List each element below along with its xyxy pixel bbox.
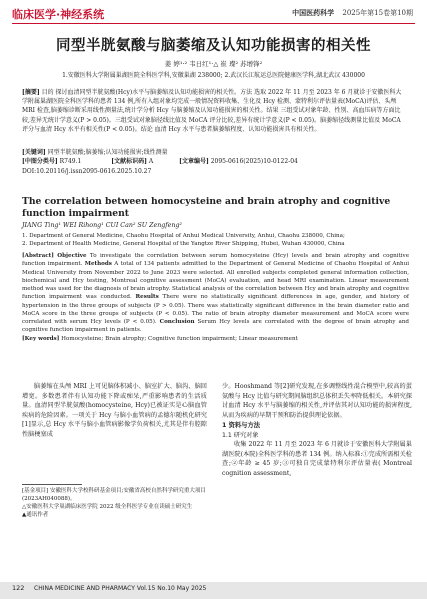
affiliations-en xyxy=(22,232,409,248)
abstract-cn-text: 目的 探讨血清同型半胱氨酸(Hcy)水平与脑萎缩及认知功能损害的相关性。方法 选取 2022 年 11 月至 2023 年 6 月就诊于安徽医科大学附属巢湖医院全科医学科的患者 134 例,所有入组对象均完成一般情况资料收集、生化及 Hcy 检测、蒙特利尔评估量表(MoCA)评估、头颅 MRI 检查,脑萎缩诊断采用线性测量法,统计学分析 Hcy 与脑萎缩及认知功能损害的相关性。结果 三组受试对象年龄、性别、高血压病等方面比较,差异无统计学意义(P > 0.05)。三组受试对象脑径线比值及 MoCA 评分比较,差异有统计学意义(P < 0.05)。脑萎缩径线测量比值及 MoCA 评分与血清 Hcy 水平有相关性(P < 0.05)。结论 血清 Hcy 水平与患者脑萎缩程度、认知功能损害具有相关性。 xyxy=(22,89,402,133)
objective-text: To investigate the correlation between serum homocysteine (Hcy) levels and brain atrophy and cognitive function impairment. xyxy=(22,253,410,268)
section-heading: 1 资料与方法 xyxy=(222,422,261,429)
authors-en: JIANG Ting¹ WEI Rihong¹ CUI Can² SU Zengfeng² xyxy=(22,222,182,229)
methods-label: Methods xyxy=(84,261,112,268)
keywords-cn xyxy=(22,148,298,157)
body-paragraph: 少。Hooshmand 等[2]研究发现,在多调整线性混合模型中,较高的蛋氨酸与 Hcy 比值与研究期间脑组织总体积丢失率降低相关。本研究探讨血清 Hcy 水平与脑萎缩的相关性,并评估其对认知功能的损害程度,从而为疾病的早期干预和防治提供理论依据。 xyxy=(222,383,412,419)
keywords-en-text: Homocysteine; Brain atrophy; Cognitive function impairment; Linear measurement xyxy=(61,335,298,342)
authors-cn: 姜 婷¹·² 韦日红¹·△ 崔 璨² 苏增锋² xyxy=(164,60,263,68)
article-no-value: 2095-0616(2025)10-0122-04 xyxy=(210,158,298,166)
subsection-heading: 1.1 研究对象 xyxy=(222,431,259,439)
footnote-funding: [基金项目] 安徽医科大学校科研基金项目;安徽省高校自然科学研究重大项目(2023AH040088)。 xyxy=(22,488,206,502)
article-title-en: The correlation between homocysteine and brain atrophy and cognitive function impairment xyxy=(22,196,391,219)
journal-name: 中国医药科学 xyxy=(292,8,335,17)
article-title-cn: 同型半胱氨酸与脑萎缩及认知功能损害的相关性 xyxy=(56,37,371,54)
body-column-right xyxy=(222,382,412,478)
abstract-cn xyxy=(22,88,407,134)
footnote-divider xyxy=(22,484,82,485)
doi-row xyxy=(22,167,298,176)
keywords-cn-label: [关键词] xyxy=(22,149,46,156)
body-paragraph: 收集 2022 年 11 月至 2023 年 6 月就诊于安徽医科大学附属巢湖医院(本院)全科医学科的患者 134 例。纳入标准:①完成所需相关检查;②年龄 ≥ 45 岁;③可独自完成蒙特利尔评估量表( Montreal cognition assessment, xyxy=(222,441,412,477)
doi-label: DOI: xyxy=(22,167,37,175)
objective-label: Objective xyxy=(57,253,87,259)
conclusion-text: Serum Hcy levels are correlated with the degree of brain atrophy and cognitive function impairment in patients. xyxy=(22,319,410,334)
journal-header xyxy=(0,0,427,26)
classification-row xyxy=(22,157,298,166)
doc-code-label: [文献标识码] xyxy=(111,158,147,166)
doi-value[interactable]: 10.20116/j.issn2095-0616.2025.10.27 xyxy=(36,167,152,175)
abstract-en-label: [Abstract] xyxy=(22,253,54,259)
abstract-en xyxy=(22,252,409,343)
page-number: 122 xyxy=(12,584,25,592)
conclusion-label: Conclusion xyxy=(159,319,195,325)
body-paragraph: 脑萎缩在头颅 MRI 上可见脑体积减小、脑室扩大、脑沟、脑回增宽。多数患者伴有认知功能下降或痴呆,严重影响患者的生活质量。血清同型半胱氨酸(homocysteine, Hcy)已被证实是心脑血管疾病的危险因素。一项关于 Hcy 与脑小血管病的孟德尔随机化研究[1]显示,总 Hcy 水平与脑小血管病影像学负荷相关,尤其是伴有腔隙性脑梗塞成 xyxy=(22,383,207,438)
abstract-cn-label: [摘要] xyxy=(22,89,40,96)
affiliation-en-1: 1. Department of General Medicine, Chaohu Hospital of Anhui Medical University, Anhui, Chaohu 238000, China; xyxy=(22,233,345,239)
affiliations-cn: 1.安徽医科大学附属巢湖医院全科医学科,安徽巢湖 238000; 2.武汉长江航运总医院健康医学科,湖北武汉 430000 xyxy=(62,72,365,79)
footnote-author-note: △安徽医科大学巢湖临床医学院 2022 级全科医学专业在读硕士研究生 xyxy=(22,504,193,510)
issue-label: 2025年第15卷第10期 xyxy=(342,9,413,17)
methods-text: A total of 134 patients admitted to the Department of General Medicine of Chaohu Hospital of Anhui Medical University from November 2022 to June 2023 were selected. All enrolled subjects completed general information collection, biochemical and Hcy testing, Montreal cognitive assessment (MoCA) evaluation, and head MRI examination. Linear measurement method was used for the diagnosis of brain atrophy. Statistical analysis of the correlation between Hcy and brain atrophy and cognitive function impairment was conducted. xyxy=(22,261,409,301)
clc-value: R749.1 xyxy=(59,158,82,166)
footnote-corresponding: ▲通讯作者 xyxy=(22,512,49,518)
footnotes xyxy=(22,487,207,519)
journal-issue-info xyxy=(292,8,413,18)
results-label: Results xyxy=(135,294,159,301)
results-text: There were no statistically significant differences in age, gender, and history of hypertension in the three groups of subjects (P > 0.05). There was statistically significant difference in the brain diameter ratio and MoCA score in the three groups of subjects (P < 0.05). The ratio of brain atrophy diameter measurement and MoCA score were correlated with serum Hcy levels (P < 0.05). xyxy=(22,294,409,325)
section-title: 临床医学·神经系统 xyxy=(12,8,105,21)
article-meta xyxy=(22,148,298,176)
keywords-cn-text: 同型半胱氨酸;脑萎缩;认知功能损害;线性测量 xyxy=(47,149,168,156)
article-no-label: [文章编号] xyxy=(179,158,209,166)
clc-label: [中图分类号] xyxy=(22,158,58,166)
keywords-en-label: [Key words] xyxy=(22,335,60,342)
header-divider xyxy=(12,23,415,24)
footer-journal: CHINA MEDICINE AND PHARMACY Vol.15 No.10 May 2025 xyxy=(34,585,207,592)
doc-code-value: A xyxy=(148,158,154,166)
body-column-left xyxy=(22,382,207,439)
affiliation-en-2: 2. Department of Health Medicine, General Hospital of the Yangtze River Shipping, Hubei, Wuhan 430000, China xyxy=(22,241,345,248)
